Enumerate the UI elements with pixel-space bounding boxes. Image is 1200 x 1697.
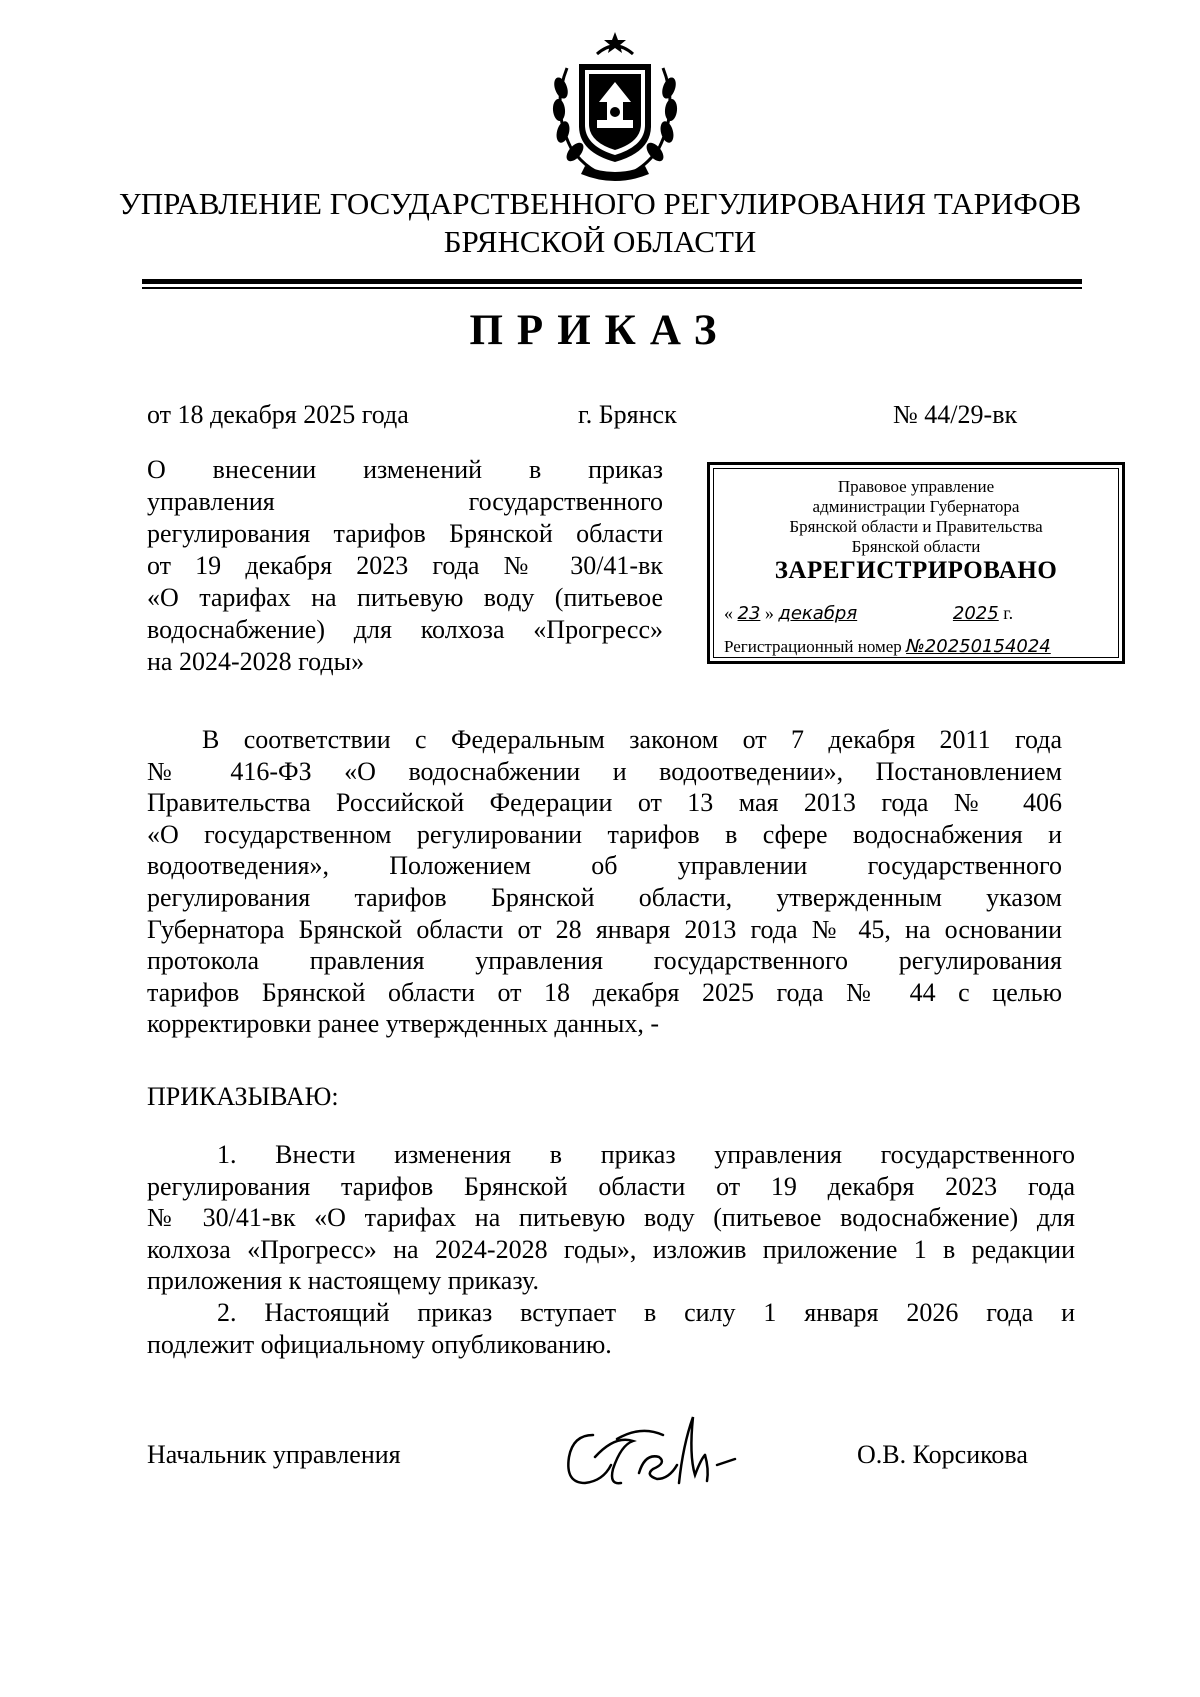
stamp-reg-number: №20250154024 (906, 636, 1051, 657)
coat-of-arms-emblem (545, 28, 685, 186)
item1-line: приложения к настоящему приказу. (147, 1266, 539, 1296)
stamp-reg-label: Регистрационный номер (724, 637, 902, 656)
item1-line: регулирования тарифов Брянской области от 19 декабря 2023 года (147, 1171, 1075, 1201)
signatory-position: Начальник управления (147, 1440, 401, 1469)
preamble-line: тарифов Брянской области от 18 декабря 2025 года № 44 с целью (147, 977, 1062, 1007)
document-type-title: ПРИКАЗ (469, 307, 731, 354)
signatory-name: О.В. Корсикова (857, 1440, 1028, 1469)
stamp-month: декабря (778, 603, 858, 624)
stamp-date-row: « 23 » декабря 2025 г. (724, 603, 1014, 624)
subject-line: регулирования тарифов Брянской области (147, 519, 663, 548)
preamble-line: Правительства Российской Федерации от 13 мая 2013 года № 406 (147, 788, 1062, 818)
header-divider-thick (142, 279, 1082, 284)
order-item-1 (147, 1139, 1075, 1297)
order-number: № 44/29-вк (893, 400, 1018, 429)
item2-line: 2. Настоящий приказ вступает в силу 1 января 2026 года и (217, 1298, 1075, 1327)
subject-line: О внесении изменений в приказ (147, 455, 663, 484)
order-date: от 18 декабря 2025 года (147, 400, 409, 429)
registration-stamp (707, 462, 1125, 664)
stamp-registered-label: ЗАРЕГИСТРИРОВАНО (774, 557, 1058, 584)
preamble-line: В соответствии с Федеральным законом от 7 декабря 2011 года (202, 725, 1062, 754)
item2-line: подлежит официальному опубликованию. (147, 1329, 612, 1359)
subject-line: управления государственного (147, 487, 663, 516)
order-city: г. Брянск (578, 400, 677, 429)
preamble-line: «О государственном регулировании тарифов в сфере водоснабжения и (147, 819, 1062, 849)
order-word: ПРИКАЗЫВАЮ: (147, 1082, 339, 1111)
organization-name-line2: БРЯНСКОЙ ОБЛАСТИ (443, 224, 757, 259)
preamble-line: Губернатора Брянской области от 28 января 2013 года № 45, на основании (147, 914, 1062, 944)
stamp-year: 2025 (952, 603, 999, 624)
preamble-line: корректировки ранее утвержденных данных, - (147, 1009, 660, 1039)
preamble-line: водоотведения», Положением об управлении государственного (147, 851, 1062, 881)
stamp-year-suffix: г. (1003, 603, 1014, 623)
stamp-line: Правовое управление (837, 477, 995, 496)
stamp-line: администрации Губернатора (812, 497, 1020, 516)
item1-line: колхоза «Прогресс» на 2024-2028 годы», изложив приложение 1 в редакции (147, 1234, 1075, 1264)
item1-line: 1. Внести изменения в приказ управления государственного (217, 1140, 1075, 1169)
subject-line: на 2024-2028 годы» (147, 647, 365, 676)
header-divider-thin (142, 287, 1082, 289)
order-subject (147, 454, 663, 678)
order-item-2 (147, 1297, 1075, 1360)
stamp-reg-number-row (710, 637, 1122, 657)
preamble-line: протокола правления управления государственного регулирования (147, 946, 1062, 976)
subject-line: «О тарифах на питьевую воду (питьевое (147, 583, 663, 612)
handwritten-signature (555, 1395, 755, 1505)
item1-line: № 30/41-вк «О тарифах на питьевую воду (питьевое водоснабжение) для (147, 1203, 1075, 1233)
stamp-line: Брянской области (851, 537, 981, 556)
organization-name-line1: УПРАВЛЕНИЕ ГОСУДАРСТВЕННОГО РЕГУЛИРОВАНИЯ ТАРИФОВ (118, 186, 1082, 221)
subject-line: водоснабжение) для колхоза «Прогресс» (147, 615, 663, 644)
stamp-line: Брянской области и Правительства (789, 517, 1043, 536)
stamp-day: 23 (737, 603, 761, 624)
preamble-line: регулирования тарифов Брянской области, утвержденным указом (147, 882, 1062, 912)
subject-line: от 19 декабря 2023 года № 30/41-вк (147, 551, 663, 580)
preamble-paragraph (147, 724, 1062, 1040)
preamble-line: № 416-ФЗ «О водоснабжении и водоотведении», Постановлением (147, 756, 1062, 786)
